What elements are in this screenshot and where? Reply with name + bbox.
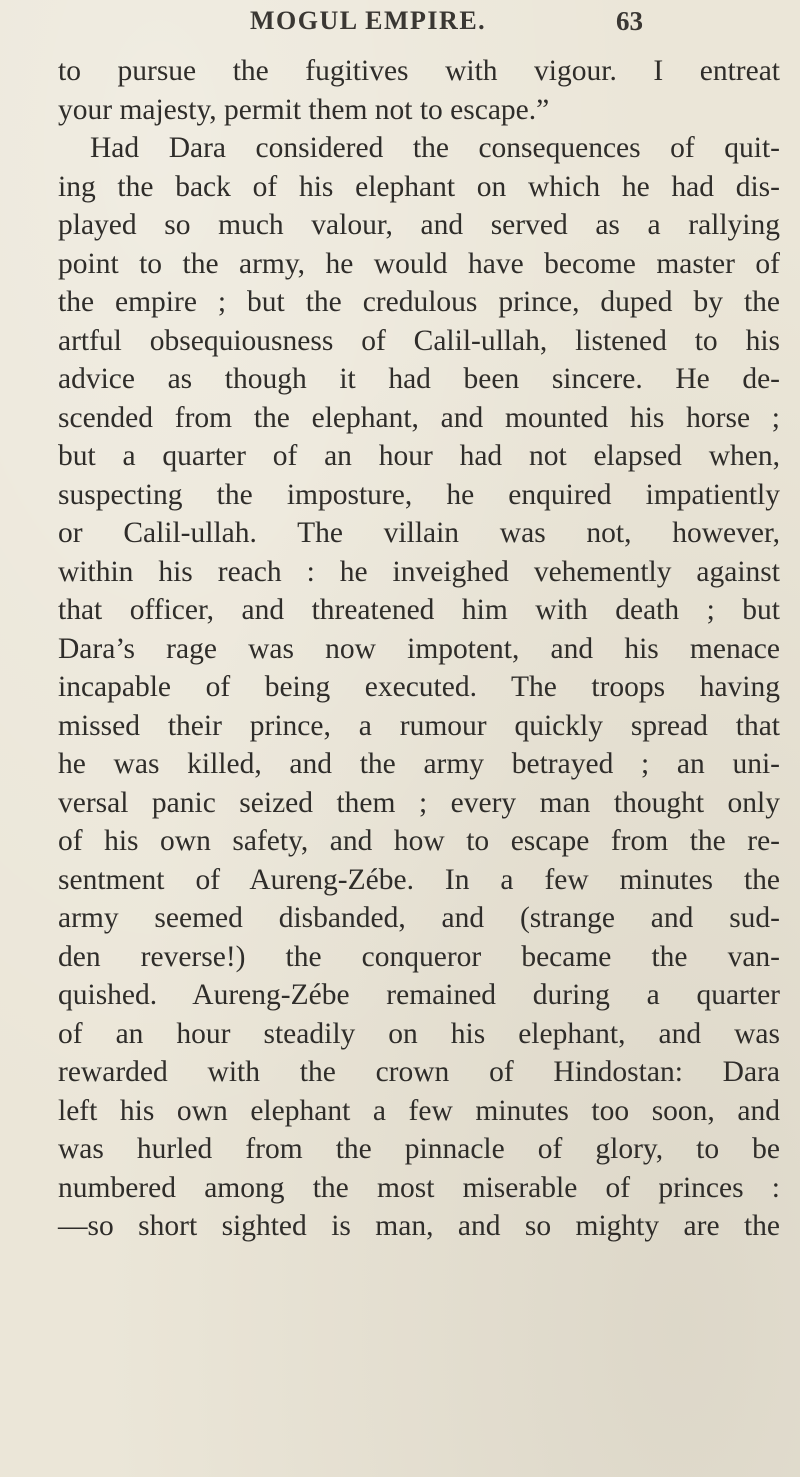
text-line: that officer, and threatened him with death ; but [58,594,780,626]
text-line: but a quarter of an hour had not elapsed when, [58,440,780,472]
body-text [58,52,780,1246]
running-head [0,6,800,42]
text-line: Dara’s rage was now impotent, and his menace [58,632,780,665]
text-line: army seemed disbanded, and (strange and sud- [58,902,780,934]
running-head-title: MOGUL EMPIRE. [250,6,487,35]
text-line: incapable of being executed. The troops having [58,671,780,703]
text-line: rewarded with the crown of Hindostan: Dara [58,1056,780,1088]
text-line: of an hour steadily on his elephant, and was [58,1017,780,1050]
text-line: quished. Aureng-Zébe remained during a quarter [58,979,780,1011]
text-line: advice as though it had been sincere. He de- [58,363,780,395]
text-line: the empire ; but the credulous prince, duped by the [58,286,780,318]
text-line: —so short sighted is man, and so mighty are the [58,1210,780,1242]
text-line: versal panic seized them ; every man thought only [58,786,780,819]
text-line: point to the army, he would have become master of [58,247,780,280]
text-line: or Calil-ullah. The villain was not, however, [58,517,780,549]
page-number: 63 [616,6,643,36]
text-line: scended from the elephant, and mounted his horse ; [58,401,780,434]
text-line: den reverse!) the conqueror became the van- [58,940,780,973]
text-line: he was killed, and the army betrayed ; an uni- [58,748,780,780]
text-line: your majesty, permit them not to escape.” [58,93,550,126]
text-line: was hurled from the pinnacle of glory, to be [58,1133,780,1165]
text-line: played so much valour, and served as a rallying [58,209,780,241]
text-line: left his own elephant a few minutes too soon, and [58,1094,780,1127]
text-line: numbered among the most miserable of princes : [58,1171,780,1204]
text-line: sentment of Aureng-Zébe. In a few minutes the [58,863,780,896]
text-line: ing the back of his elephant on which he had dis- [58,170,780,203]
text-line: missed their prince, a rumour quickly spread that [58,709,780,742]
text-line: of his own safety, and how to escape from the re- [58,825,780,857]
text-line: artful obsequiousness of Calil-ullah, listened to his [58,324,780,357]
text-line: within his reach : he inveighed vehemently against [58,555,780,588]
text-line: to pursue the fugitives with vigour. I entreat [58,55,780,87]
text-line: suspecting the imposture, he enquired impatiently [58,478,780,511]
text-line: Had Dara considered the consequences of quit- [90,132,780,164]
